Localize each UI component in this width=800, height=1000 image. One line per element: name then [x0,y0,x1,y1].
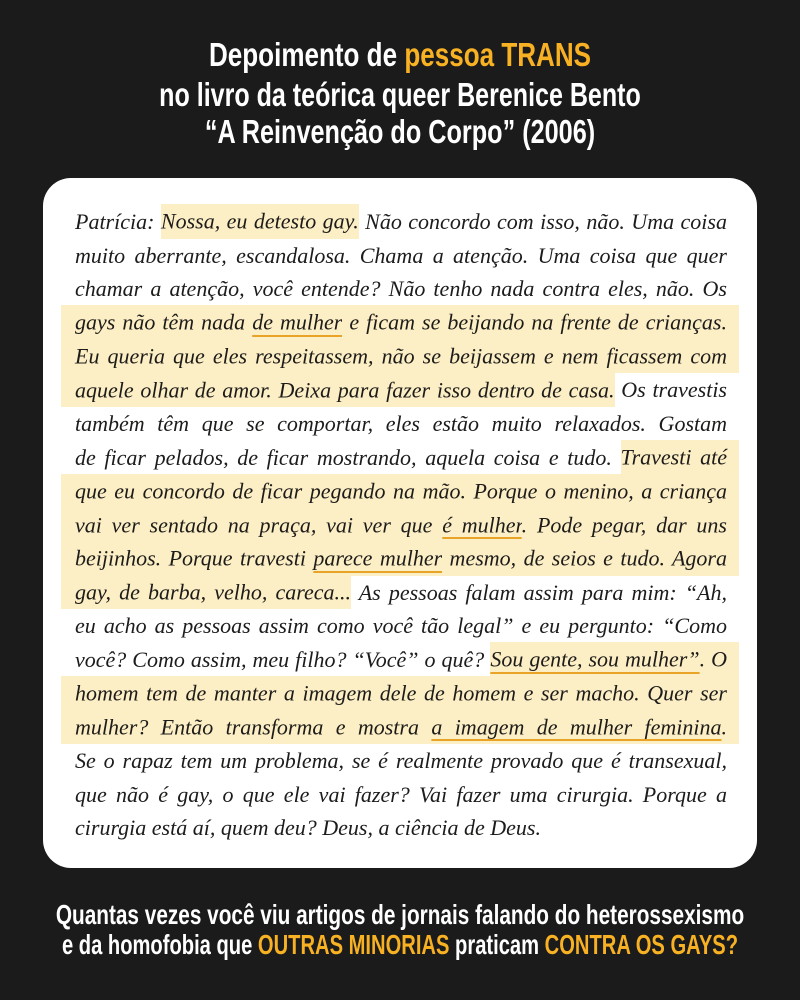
quote-line [75,239,727,273]
highlighted-underlined-text: a imagem de mulher feminina [431,710,721,744]
highlighted-text: . Pode pegar, dar uns [522,508,739,542]
highlighted-text: Nossa, eu detesto gay. [161,204,359,238]
quote-text: Se o rapaz tem um problema, se é realmente provado que é transexual, [75,748,727,773]
highlighted-text: . O [700,642,739,676]
quote-line [75,778,727,812]
quote-card [43,178,757,868]
highlighted-text: vai ver sentado na praça, vai ver que [61,508,442,542]
quote-text: Os travestis [614,377,727,403]
quote-line-text [75,710,727,744]
quote-text: muito aberrante, escandalosa. Chama a atenção. Uma coisa que quer [75,242,727,268]
quote-line [75,205,727,239]
title-line-3: “A Reinvenção do Corpo” (2006) [204,113,596,150]
highlighted-underlined-text: de mulher [252,305,342,339]
quote-line-text [75,609,727,643]
quote-text: chamar a atenção, você entende? Não tenho nada contra eles, não. Os [75,276,727,302]
quote-text: também têm que se comportar, eles estão muito relaxados. Gostam [75,411,727,437]
quote-line-text [75,407,727,441]
quote-line-text [75,306,727,340]
caption-line-2 [62,930,738,960]
caption-text: e da homofobia que [61,929,258,960]
highlighted-text: e ficam se beijando na frente de crianças. [342,305,739,339]
quote-text: As pessoas falam assim para mim: “Ah, [351,579,727,605]
quote-line [75,609,727,643]
highlighted-text: Travesti até [621,440,739,474]
highlighted-text: gay, de barba, velho, careca... [61,575,351,609]
quote-text: você? Como assim, meu filho? “Você” o quê? [75,646,491,672]
quote-line-text [75,778,727,812]
quote-text: de ficar pelados, de ficar mostrando, aquela coisa e tudo. [75,444,621,470]
quote-line [75,407,727,441]
quote-text: Patrícia: [75,209,161,234]
highlighted-text: Eu queria que eles respeitassem, não se beijassem e nem ficassem com [61,339,739,373]
caption-text: praticam [449,929,545,960]
quote-text: eu acho as pessoas assim como você tão legal” e eu pergunto: “Como [75,613,727,639]
quote-line [75,340,727,374]
quote-line-text [75,542,727,576]
quote-line [75,542,727,576]
quote-text: Não concordo com isso, não. Uma coisa [358,209,727,234]
highlighted-underlined-text: Sou gente, sou mulher” [490,642,699,676]
title-line-2: no livro da teórica queer Berenice Bento [159,76,641,113]
highlighted-text: . [722,710,740,744]
quote-line [75,811,727,845]
quote-line [75,272,727,306]
quote-line-text [75,744,727,778]
quote-text: que não é gay, o que ele vai fazer? Vai fazer uma cirurgia. Porque a [75,781,727,807]
quote-line-text [75,340,727,374]
quote-line-text [75,441,727,475]
quote-line [75,643,727,677]
quote-line [75,744,727,778]
quote-line-text [75,508,727,542]
highlighted-text: homem tem de manter a imagem dele de homem e ser macho. Quer ser [61,676,739,710]
highlighted-underlined-text: parece mulher [313,541,442,575]
quote-line [75,710,727,744]
quote-body [75,205,727,845]
highlighted-text: mesmo, de seios e tudo. Agora [442,541,739,575]
quote-line-text [75,576,727,610]
caption-line-1: Quantas vezes você viu artigos de jornais falando do heterossexismo [55,899,745,930]
highlighted-text: gays não têm nada [61,305,252,339]
title-prefix: Depoimento de [208,36,405,73]
quote-line [75,441,727,475]
quote-line [75,373,727,407]
quote-line-text [75,643,727,677]
quote-line-text [75,475,727,509]
quote-line-text [75,373,727,407]
quote-text: cirurgia está aí, quem deu? Deus, a ciência de Deus. [75,815,541,841]
quote-line-text [75,239,727,273]
quote-line [75,576,727,610]
caption-accent: CONTRA OS GAYS? [544,929,739,960]
quote-line [75,508,727,542]
highlighted-text: aquele olhar de amor. Deixa para fazer isso dentro de casa. [61,373,615,407]
highlighted-underlined-text: é mulher [442,508,521,542]
quote-line [75,475,727,509]
title-line-1 [209,35,591,75]
quote-line-text [75,677,727,711]
caption-accent: OUTRAS MINORIAS [257,929,450,960]
highlighted-text: mulher? Então transforma e mostra [61,710,431,744]
highlighted-text: beijinhos. Porque travesti [61,541,313,575]
quote-line-text [75,811,541,845]
title-accent: pessoa TRANS [404,36,592,73]
quote-line-text [75,272,727,306]
quote-line-text [75,205,727,239]
highlighted-text: que eu concordo de ficar pegando na mão. Porque o menino, a criança [61,474,739,508]
quote-line [75,306,727,340]
quote-line [75,677,727,711]
